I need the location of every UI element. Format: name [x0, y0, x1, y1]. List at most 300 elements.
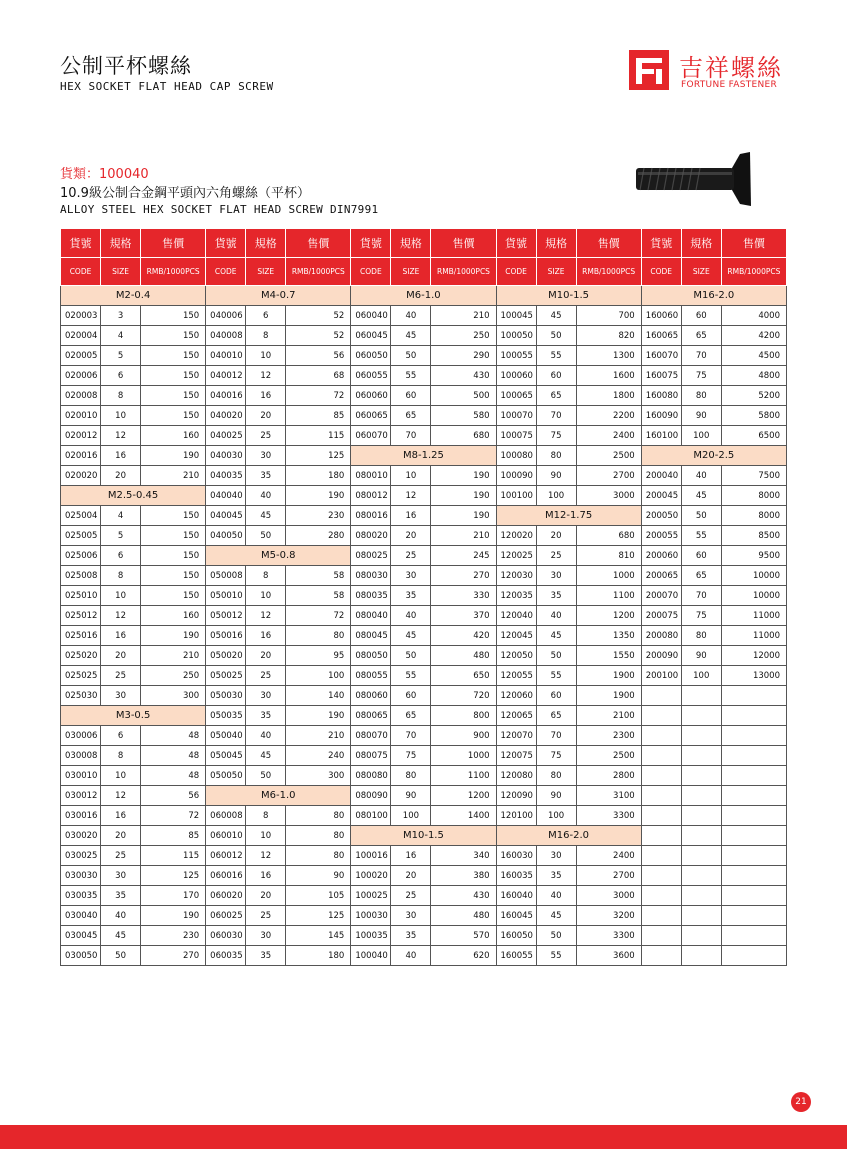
price-cell: 72 [286, 606, 351, 626]
header-size-en: SIZE [391, 258, 431, 286]
code-cell: 160070 [641, 346, 681, 366]
price-cell: 1600 [576, 366, 641, 386]
size-cell: 10 [391, 466, 431, 486]
price-cell: 95 [286, 646, 351, 666]
price-cell: 210 [286, 726, 351, 746]
size-cell: 45 [536, 306, 576, 326]
table-row [61, 666, 787, 686]
size-cell: 8 [246, 806, 286, 826]
price-cell: 3600 [576, 946, 641, 966]
table-row [61, 346, 787, 366]
code-cell: 060016 [206, 866, 246, 886]
price-cell: 150 [141, 306, 206, 326]
size-cell: 5 [101, 346, 141, 366]
code-cell: 160090 [641, 406, 681, 426]
empty-cell [681, 846, 721, 866]
price-cell: 5200 [721, 386, 786, 406]
price-cell: 820 [576, 326, 641, 346]
table-row [61, 586, 787, 606]
code-cell: 030016 [61, 806, 101, 826]
price-cell: 68 [286, 366, 351, 386]
code-cell: 160055 [496, 946, 536, 966]
size-cell: 10 [101, 766, 141, 786]
size-cell: 4 [101, 506, 141, 526]
size-cell: 60 [536, 366, 576, 386]
code-cell: 200080 [641, 626, 681, 646]
page-title: 公制平杯螺絲 [60, 54, 192, 78]
table-row [61, 366, 787, 386]
price-cell: 1200 [576, 606, 641, 626]
table-row [61, 446, 787, 466]
price-cell: 150 [141, 366, 206, 386]
price-cell: 1000 [576, 566, 641, 586]
header-code-cn: 貨號 [351, 229, 391, 258]
price-cell: 210 [431, 306, 496, 326]
header-size-cn: 規格 [101, 229, 141, 258]
size-cell: 8 [246, 326, 286, 346]
code-cell: 050008 [206, 566, 246, 586]
price-cell: 210 [141, 646, 206, 666]
table-row [61, 946, 787, 966]
price-cell: 240 [286, 746, 351, 766]
empty-cell [681, 806, 721, 826]
size-cell: 30 [246, 686, 286, 706]
price-cell: 190 [431, 506, 496, 526]
price-cell: 150 [141, 546, 206, 566]
code-cell: 120045 [496, 626, 536, 646]
size-cell: 10 [101, 406, 141, 426]
size-cell: 25 [246, 666, 286, 686]
size-cell: 20 [246, 886, 286, 906]
size-cell: 65 [681, 566, 721, 586]
price-cell: 190 [431, 486, 496, 506]
price-cell: 210 [431, 526, 496, 546]
code-cell: 120070 [496, 726, 536, 746]
price-cell: 4000 [721, 306, 786, 326]
code-cell: 060012 [206, 846, 246, 866]
flat-head-screw-image [632, 150, 752, 208]
empty-cell [721, 686, 786, 706]
code-cell: 120055 [496, 666, 536, 686]
price-cell: 56 [286, 346, 351, 366]
price-cell: 280 [286, 526, 351, 546]
size-cell: 45 [246, 746, 286, 766]
empty-cell [641, 726, 681, 746]
price-cell: 1900 [576, 686, 641, 706]
size-cell: 50 [246, 766, 286, 786]
size-section-header: M16-2.0 [496, 826, 641, 846]
code-cell: 060010 [206, 826, 246, 846]
table-row [61, 826, 787, 846]
size-cell: 40 [246, 486, 286, 506]
code-cell: 080012 [351, 486, 391, 506]
code-cell: 050040 [206, 726, 246, 746]
code-cell: 120030 [496, 566, 536, 586]
code-cell: 080040 [351, 606, 391, 626]
price-cell: 270 [431, 566, 496, 586]
price-cell: 150 [141, 586, 206, 606]
table-row [61, 546, 787, 566]
price-cell: 8500 [721, 526, 786, 546]
size-cell: 40 [536, 886, 576, 906]
code-cell: 030020 [61, 826, 101, 846]
code-cell: 025004 [61, 506, 101, 526]
code-cell: 060020 [206, 886, 246, 906]
price-cell: 250 [431, 326, 496, 346]
price-cell: 10000 [721, 586, 786, 606]
price-cell: 4500 [721, 346, 786, 366]
price-cell: 230 [141, 926, 206, 946]
table-row [61, 706, 787, 726]
header-size-en: SIZE [536, 258, 576, 286]
size-section-header: M6-1.0 [351, 286, 496, 306]
price-cell: 800 [431, 706, 496, 726]
header-price-en: RMB/1000PCS [721, 258, 786, 286]
header-size-cn: 規格 [536, 229, 576, 258]
size-cell: 75 [536, 426, 576, 446]
header-price-en: RMB/1000PCS [141, 258, 206, 286]
price-cell: 100 [286, 666, 351, 686]
code-cell: 060025 [206, 906, 246, 926]
code-cell: 040035 [206, 466, 246, 486]
code-cell: 040040 [206, 486, 246, 506]
size-cell: 6 [101, 546, 141, 566]
price-cell: 80 [286, 806, 351, 826]
empty-cell [721, 706, 786, 726]
size-section-header: M2.5-0.45 [61, 486, 206, 506]
code-cell: 080025 [351, 546, 391, 566]
table-row [61, 406, 787, 426]
page-subtitle: HEX SOCKET FLAT HEAD CAP SCREW [60, 80, 274, 93]
header-code-en: CODE [206, 258, 246, 286]
size-cell: 35 [246, 946, 286, 966]
code-cell: 020003 [61, 306, 101, 326]
price-cell: 190 [141, 626, 206, 646]
price-cell: 4200 [721, 326, 786, 346]
size-cell: 50 [681, 506, 721, 526]
code-cell: 060008 [206, 806, 246, 826]
price-cell: 150 [141, 326, 206, 346]
code-cell: 120060 [496, 686, 536, 706]
price-cell: 2800 [576, 766, 641, 786]
size-cell: 50 [391, 646, 431, 666]
header-size-cn: 規格 [246, 229, 286, 258]
price-cell: 80 [286, 846, 351, 866]
price-cell: 190 [286, 706, 351, 726]
price-cell: 2100 [576, 706, 641, 726]
size-cell: 45 [536, 626, 576, 646]
brand-name-cn: 吉祥螺絲 [679, 54, 783, 82]
code-cell: 020006 [61, 366, 101, 386]
code-cell: 080070 [351, 726, 391, 746]
header-price-cn: 售價 [576, 229, 641, 258]
empty-cell [721, 766, 786, 786]
code-cell: 080010 [351, 466, 391, 486]
code-cell: 160080 [641, 386, 681, 406]
price-cell: 11000 [721, 626, 786, 646]
header-size-cn: 規格 [681, 229, 721, 258]
size-cell: 40 [681, 466, 721, 486]
table-row [61, 686, 787, 706]
size-section-header: M8-1.25 [351, 446, 496, 466]
size-cell: 30 [391, 906, 431, 926]
table-row [61, 626, 787, 646]
size-cell: 100 [391, 806, 431, 826]
price-cell: 8000 [721, 486, 786, 506]
table-row [61, 786, 787, 806]
table-row [61, 906, 787, 926]
code-cell: 025025 [61, 666, 101, 686]
size-cell: 30 [246, 926, 286, 946]
code-cell: 100075 [496, 426, 536, 446]
product-code: 貨類：100040 [60, 167, 149, 182]
price-cell: 13000 [721, 666, 786, 686]
size-section-header: M2-0.4 [61, 286, 206, 306]
code-cell: 120035 [496, 586, 536, 606]
price-cell: 80 [286, 626, 351, 646]
code-cell: 080080 [351, 766, 391, 786]
header-price-en: RMB/1000PCS [576, 258, 641, 286]
size-cell: 80 [681, 626, 721, 646]
price-cell: 680 [431, 426, 496, 446]
size-cell: 10 [246, 586, 286, 606]
code-cell: 200075 [641, 606, 681, 626]
code-cell: 025006 [61, 546, 101, 566]
size-cell: 45 [681, 486, 721, 506]
table-row [61, 646, 787, 666]
table-row [61, 806, 787, 826]
price-cell: 1800 [576, 386, 641, 406]
empty-cell [681, 946, 721, 966]
size-cell: 35 [536, 866, 576, 886]
price-cell: 290 [431, 346, 496, 366]
code-cell: 020020 [61, 466, 101, 486]
code-cell: 080030 [351, 566, 391, 586]
size-cell: 40 [536, 606, 576, 626]
size-cell: 12 [391, 486, 431, 506]
size-cell: 12 [101, 786, 141, 806]
price-cell: 160 [141, 426, 206, 446]
size-cell: 20 [246, 406, 286, 426]
code-cell: 100030 [351, 906, 391, 926]
size-cell: 80 [536, 446, 576, 466]
size-cell: 75 [681, 366, 721, 386]
code-cell: 160040 [496, 886, 536, 906]
empty-cell [721, 886, 786, 906]
size-cell: 90 [536, 466, 576, 486]
price-cell: 190 [141, 446, 206, 466]
price-cell: 72 [141, 806, 206, 826]
code-cell: 080090 [351, 786, 391, 806]
size-cell: 30 [101, 686, 141, 706]
code-cell: 160050 [496, 926, 536, 946]
code-cell: 080020 [351, 526, 391, 546]
price-cell: 3000 [576, 486, 641, 506]
table-row [61, 746, 787, 766]
code-cell: 050030 [206, 686, 246, 706]
code-cell: 040025 [206, 426, 246, 446]
price-cell: 180 [286, 946, 351, 966]
code-cell: 030040 [61, 906, 101, 926]
code-cell: 200045 [641, 486, 681, 506]
size-cell: 16 [391, 506, 431, 526]
price-cell: 11000 [721, 606, 786, 626]
price-cell: 230 [286, 506, 351, 526]
price-cell: 2700 [576, 866, 641, 886]
size-cell: 65 [536, 386, 576, 406]
size-cell: 8 [246, 566, 286, 586]
price-cell: 160 [141, 606, 206, 626]
size-cell: 35 [101, 886, 141, 906]
header-price-cn: 售價 [431, 229, 496, 258]
price-cell: 300 [286, 766, 351, 786]
code-cell: 060030 [206, 926, 246, 946]
empty-cell [641, 786, 681, 806]
size-cell: 25 [391, 546, 431, 566]
size-cell: 65 [681, 326, 721, 346]
size-cell: 50 [246, 526, 286, 546]
size-cell: 100 [681, 666, 721, 686]
code-cell: 060070 [351, 426, 391, 446]
price-cell: 1300 [576, 346, 641, 366]
product-description-en: ALLOY STEEL HEX SOCKET FLAT HEAD SCREW DIN7991 [60, 203, 379, 216]
empty-cell [721, 946, 786, 966]
code-cell: 100060 [496, 366, 536, 386]
code-cell: 100090 [496, 466, 536, 486]
code-cell: 030045 [61, 926, 101, 946]
empty-cell [721, 826, 786, 846]
code-cell: 060065 [351, 406, 391, 426]
code-cell: 025005 [61, 526, 101, 546]
header-price-cn: 售價 [721, 229, 786, 258]
empty-cell [681, 886, 721, 906]
code-cell: 080065 [351, 706, 391, 726]
empty-cell [641, 906, 681, 926]
price-cell: 145 [286, 926, 351, 946]
size-cell: 10 [246, 826, 286, 846]
price-cell: 125 [286, 906, 351, 926]
price-cell: 245 [431, 546, 496, 566]
price-cell: 570 [431, 926, 496, 946]
code-cell: 050035 [206, 706, 246, 726]
code-cell: 050045 [206, 746, 246, 766]
table-header-row-en [61, 258, 787, 286]
code-cell: 160030 [496, 846, 536, 866]
size-cell: 30 [246, 446, 286, 466]
code-cell: 050012 [206, 606, 246, 626]
empty-cell [681, 706, 721, 726]
size-cell: 3 [101, 306, 141, 326]
code-cell: 160065 [641, 326, 681, 346]
size-cell: 80 [391, 766, 431, 786]
size-cell: 30 [101, 866, 141, 886]
size-cell: 20 [101, 826, 141, 846]
size-cell: 40 [391, 606, 431, 626]
empty-cell [641, 846, 681, 866]
code-cell: 030025 [61, 846, 101, 866]
size-cell: 16 [246, 866, 286, 886]
empty-cell [681, 906, 721, 926]
size-cell: 6 [246, 306, 286, 326]
table-header-row-cn [61, 229, 787, 258]
size-cell: 90 [391, 786, 431, 806]
code-cell: 200040 [641, 466, 681, 486]
code-cell: 025030 [61, 686, 101, 706]
size-cell: 70 [391, 726, 431, 746]
code-cell: 040020 [206, 406, 246, 426]
empty-cell [681, 826, 721, 846]
size-cell: 55 [391, 366, 431, 386]
price-cell: 620 [431, 946, 496, 966]
code-cell: 020010 [61, 406, 101, 426]
footer-bar [0, 1125, 847, 1149]
price-cell: 1100 [576, 586, 641, 606]
table-row [61, 886, 787, 906]
price-cell: 9500 [721, 546, 786, 566]
empty-cell [641, 826, 681, 846]
header-price-en: RMB/1000PCS [431, 258, 496, 286]
price-cell: 115 [286, 426, 351, 446]
table-row [61, 846, 787, 866]
size-cell: 70 [536, 406, 576, 426]
size-cell: 100 [536, 486, 576, 506]
size-section-header: M16-2.0 [641, 286, 786, 306]
product-description-cn: 10.9級公制合金鋼平頭內六角螺絲（平杯） [60, 186, 310, 201]
price-cell: 150 [141, 566, 206, 586]
code-cell: 050050 [206, 766, 246, 786]
price-cell: 1000 [431, 746, 496, 766]
page-number: 21 [791, 1092, 811, 1112]
size-cell: 100 [536, 806, 576, 826]
price-cell: 125 [286, 446, 351, 466]
size-cell: 60 [681, 546, 721, 566]
price-cell: 430 [431, 366, 496, 386]
price-cell: 380 [431, 866, 496, 886]
price-cell: 90 [286, 866, 351, 886]
size-cell: 45 [391, 626, 431, 646]
code-cell: 100080 [496, 446, 536, 466]
price-cell: 3100 [576, 786, 641, 806]
size-cell: 50 [536, 326, 576, 346]
size-cell: 8 [101, 746, 141, 766]
price-cell: 2500 [576, 746, 641, 766]
size-cell: 60 [391, 686, 431, 706]
table-row [61, 426, 787, 446]
size-cell: 45 [536, 906, 576, 926]
size-cell: 16 [101, 806, 141, 826]
size-cell: 16 [101, 446, 141, 466]
price-cell: 250 [141, 666, 206, 686]
size-cell: 16 [391, 846, 431, 866]
table-row [61, 306, 787, 326]
code-cell: 030035 [61, 886, 101, 906]
empty-cell [681, 866, 721, 886]
empty-cell [721, 926, 786, 946]
price-cell: 370 [431, 606, 496, 626]
size-cell: 12 [101, 606, 141, 626]
code-cell: 100025 [351, 886, 391, 906]
price-cell: 5800 [721, 406, 786, 426]
size-cell: 20 [101, 646, 141, 666]
code-cell: 100045 [496, 306, 536, 326]
size-cell: 60 [681, 306, 721, 326]
price-cell: 3200 [576, 906, 641, 926]
price-cell: 190 [141, 906, 206, 926]
code-cell: 120050 [496, 646, 536, 666]
header-size-cn: 規格 [391, 229, 431, 258]
code-cell: 040010 [206, 346, 246, 366]
code-cell: 060040 [351, 306, 391, 326]
